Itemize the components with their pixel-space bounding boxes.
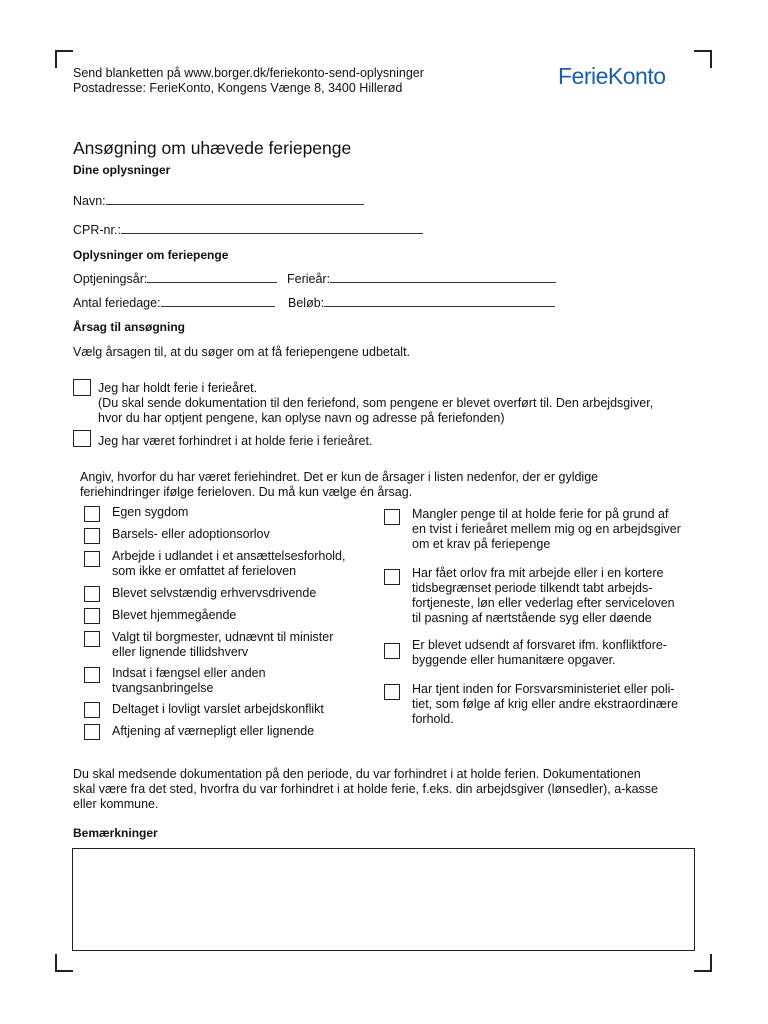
option-text: byggende eller humanitære opgaver. — [412, 653, 616, 667]
amount-row — [288, 295, 555, 311]
option-text: Er blevet udsendt af forsvaret ifm. konfliktfore- — [412, 638, 667, 652]
cpr-field[interactable] — [121, 222, 423, 234]
option-text: forhold. — [412, 712, 454, 726]
remarks-heading: Bemærkninger — [73, 826, 158, 840]
option-text: Mangler penge til at holde ferie for på grund af — [412, 507, 669, 521]
documentation-line3: eller kommune. — [73, 797, 159, 811]
option-text: fortjeneste, løn eller vederlag efter serviceloven — [412, 596, 675, 610]
hindrance-intro — [80, 470, 598, 500]
option-text: en tvist i ferieåret mellem mig og en arbejdsgiver — [412, 522, 681, 536]
held-vacation-note-line1: (Du skal sende dokumentation til den feriefond, som pengene er blevet overført til. Den arbejdsgiver, — [98, 396, 654, 410]
option-text: Indsat i fængsel eller anden — [112, 666, 266, 680]
send-url-line: Send blanketten på www.borger.dk/feriekonto-send-oplysninger — [73, 66, 424, 80]
prevented-vacation-checkbox[interactable] — [73, 430, 91, 447]
option-text: Deltaget i lovligt varslet arbejdskonflikt — [112, 702, 324, 716]
option-text: eller lignende tillidshverv — [112, 645, 249, 659]
stay-at-home-checkbox[interactable] — [84, 608, 100, 624]
care-leave-checkbox[interactable] — [384, 569, 400, 585]
held-vacation-label: Jeg har holdt ferie i ferieåret. — [98, 381, 258, 395]
holiday-year-label: Ferieår: — [287, 272, 331, 286]
vacation-pay-dispute-checkbox[interactable] — [384, 509, 400, 525]
option-text: Blevet hjemmegående — [112, 608, 237, 622]
earning-year-field[interactable] — [147, 271, 277, 283]
held-vacation-option — [98, 381, 653, 426]
corner-mark-bottom-left — [55, 954, 73, 972]
military-service-checkbox[interactable] — [84, 724, 100, 740]
option-text: Har tjent inden for Forsvarsministeriet eller poli- — [412, 682, 675, 696]
defence-deployment-label — [412, 638, 667, 668]
self-employed-checkbox[interactable] — [84, 586, 100, 602]
corner-mark-bottom-right — [694, 954, 712, 972]
defence-deployment-checkbox[interactable] — [384, 643, 400, 659]
war-service-label — [412, 682, 678, 727]
parental-leave-label — [112, 527, 270, 542]
option-text: om et krav på feriepenge — [412, 537, 551, 551]
public-office-label — [112, 630, 333, 660]
cpr-row — [73, 222, 423, 238]
option-text: Arbejde i udlandet i et ansættelsesforhold, — [112, 549, 346, 563]
self-employed-label — [112, 586, 316, 601]
option-text: Barsels- eller adoptionsorlov — [112, 527, 270, 541]
reason-intro: Vælg årsagen til, at du søger om at få feriepengene udbetalt. — [73, 345, 411, 359]
option-text: Valgt til borgmester, udnævnt til minister — [112, 630, 334, 644]
corner-mark-top-right — [694, 50, 712, 68]
name-label: Navn: — [73, 194, 106, 208]
feriekonto-logo: FerieKonto — [558, 63, 666, 89]
corner-mark-top-left — [55, 50, 73, 68]
hindrance-intro-line1: Angiv, hvorfor du har været feriehindret. Det er kun de årsager i listen nedenfor, der er gyldige — [80, 470, 599, 484]
remarks-box[interactable] — [72, 848, 695, 951]
war-service-checkbox[interactable] — [384, 684, 400, 700]
imprisonment-checkbox[interactable] — [84, 667, 100, 683]
earning-year-row — [73, 271, 277, 287]
held-vacation-note-line2: hvor du har optjent pengene, kan oplyse navn og adresse på feriefonden) — [98, 411, 505, 425]
reason-heading: Årsag til ansøgning — [73, 320, 186, 334]
imprisonment-label — [112, 666, 266, 696]
amount-field[interactable] — [324, 295, 555, 307]
option-text: som ikke er omfattet af ferieloven — [112, 564, 297, 578]
documentation-line2: skal være fra det sted, hvorfra du var forhindret i at holde ferie, f.eks. din arbejdsgiver (lønsedler), a-kasse — [73, 782, 658, 796]
work-abroad-label — [112, 549, 345, 579]
labour-conflict-label — [112, 702, 324, 717]
labour-conflict-checkbox[interactable] — [84, 702, 100, 718]
option-text: til pasning af nærtstående syg eller døende — [412, 611, 652, 625]
holiday-year-row — [287, 271, 556, 287]
cpr-label: CPR-nr.: — [73, 223, 121, 237]
amount-label: Beløb: — [288, 296, 325, 310]
vacation-days-label: Antal feriedage: — [73, 296, 161, 310]
option-text: Blevet selvstændig erhvervsdrivende — [112, 586, 317, 600]
name-field[interactable] — [106, 193, 364, 205]
own-illness-label — [112, 505, 188, 520]
public-office-checkbox[interactable] — [84, 631, 100, 647]
vacation-pay-heading: Oplysninger om feriepenge — [73, 248, 229, 262]
postal-address-line: Postadresse: FerieKonto, Kongens Vænge 8, 3400 Hillerød — [73, 81, 403, 95]
own-illness-checkbox[interactable] — [84, 506, 100, 522]
option-text: Aftjening af værnepligt eller lignende — [112, 724, 315, 738]
prevented-vacation-label: Jeg har været forhindret i at holde ferie i ferieåret. — [98, 434, 373, 448]
stay-at-home-label — [112, 608, 236, 623]
earning-year-label: Optjeningsår: — [73, 272, 148, 286]
work-abroad-checkbox[interactable] — [84, 551, 100, 567]
parental-leave-checkbox[interactable] — [84, 528, 100, 544]
option-text: tvangsanbringelse — [112, 681, 214, 695]
vacation-days-row — [73, 295, 275, 311]
hindrance-intro-line2: feriehindringer ifølge ferieloven. Du må kun vælge én årsag. — [80, 485, 413, 499]
personal-info-heading: Dine oplysninger — [73, 163, 171, 177]
documentation-line1: Du skal medsende dokumentation på den periode, du var forhindret i at holde ferien. Dokumentationen — [73, 767, 641, 781]
send-instructions — [73, 66, 424, 96]
name-row — [73, 193, 364, 209]
vacation-pay-dispute-label — [412, 507, 681, 552]
holiday-year-field[interactable] — [330, 271, 556, 283]
held-vacation-checkbox[interactable] — [73, 379, 91, 396]
military-service-label — [112, 724, 314, 739]
care-leave-label — [412, 566, 675, 626]
option-text: Har fået orlov fra mit arbejde eller i en kortere — [412, 566, 664, 580]
page-title: Ansøgning om uhævede feriepenge — [73, 138, 352, 158]
documentation-note — [73, 767, 658, 812]
option-text: tidsbegrænset periode tilkendt tabt arbejds- — [412, 581, 653, 595]
vacation-days-field[interactable] — [161, 295, 275, 307]
option-text: Egen sygdom — [112, 505, 189, 519]
option-text: tiet, som følge af krig eller andre ekstraordinære — [412, 697, 679, 711]
